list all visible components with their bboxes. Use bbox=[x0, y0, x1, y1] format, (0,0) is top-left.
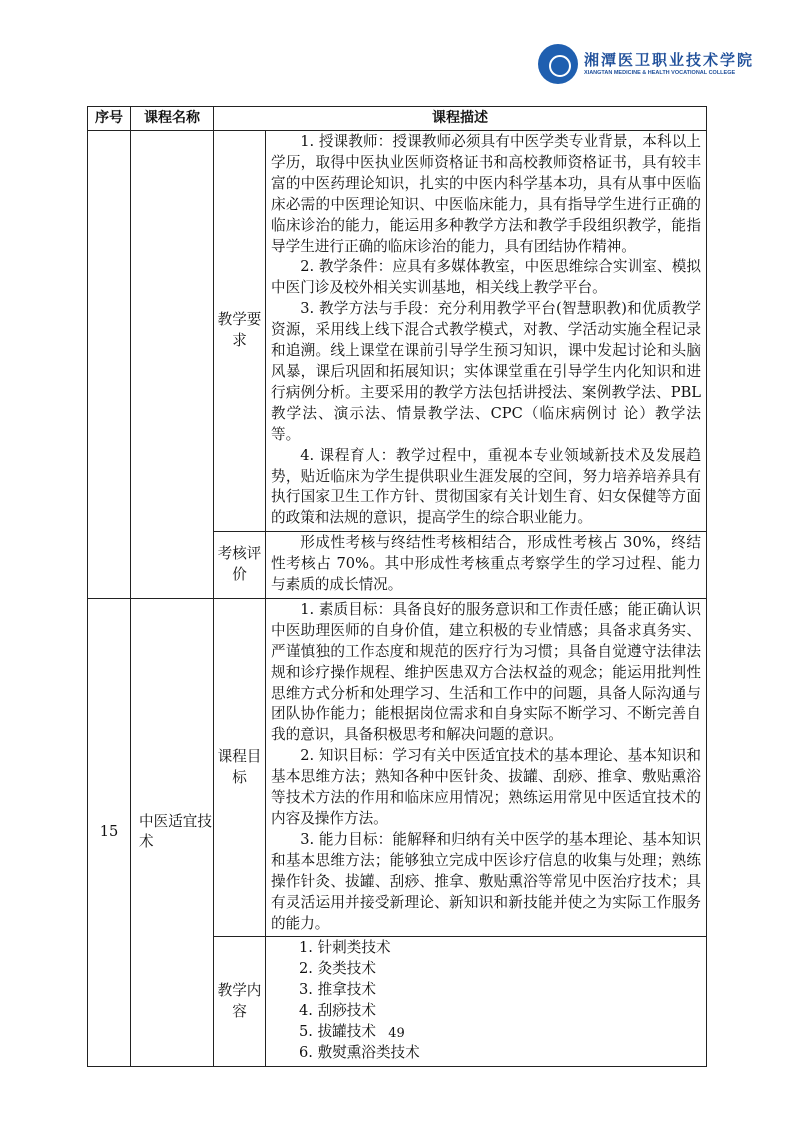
table-row bbox=[88, 598, 707, 937]
section-label: 课程目标 bbox=[214, 598, 266, 937]
list-item: 4. 刮痧技术 bbox=[299, 1002, 376, 1020]
row-course-name: 中医适宜技术 bbox=[131, 598, 214, 1066]
header-course-description: 课程描述 bbox=[214, 107, 707, 131]
section-label: 教学要求 bbox=[214, 131, 266, 532]
paragraph: 1. 授课教师：授课教师必须具有中医学类专业背景，本科以上学历，取得中医执业医师资格证书和高校教师资格证书，具有较丰富的中医药理论知识，扎实的中医内科学基本功，具有从事中医临床必需的中医理论知识、中医临床能力，具有指导学生进行正确的临床诊治的能力，能运用多种教学方法和教学手段组织教学，能指导学生进行正确的临床诊治的能力，具有团结协作精神。 bbox=[271, 133, 701, 255]
paragraph: 1. 素质目标：具备良好的服务意识和工作责任感；能正确认识中医助理医师的自身价值，建立积极的专业情感；具备求真务实、严谨慎独的工作态度和规范的医疗行为习惯；具备自觉遵守法律法规和诊疗操作规程、维护医患双方合法权益的观念；能运用批判性思维方式分析和处理学习、生活和工作中的问题，具备人际沟通与团队协作能力；能根据岗位需求和自身实际不断学习、不断完善自我的意识，具备积极思考和解决问题的意识。 bbox=[271, 600, 701, 744]
paragraph: 2. 知识目标：学习有关中医适宜技术的基本理论、基本知识和基本思维方法；熟知各种中医针灸、拔罐、刮痧、推拿、敷贴熏浴等技术方法的作用和临床应用情况；熟练运用常见中医适宜技术的内容及操作方法。 bbox=[271, 747, 701, 827]
section-label: 考核评价 bbox=[214, 532, 266, 599]
course-table bbox=[87, 106, 707, 1067]
table-row bbox=[88, 131, 707, 532]
paragraph: 2. 教学条件：应具有多媒体教室，中医思维综合实训室、模拟中医门诊及校外相关实训基地，相关线上教学平台。 bbox=[271, 258, 701, 297]
list-item: 2. 灸类技术 bbox=[299, 960, 376, 978]
section-label: 教学内容 bbox=[214, 937, 266, 1066]
paragraph: 3. 教学方法与手段：充分利用教学平台(智慧职教)和优质教学资源，采用线上线下混合式教学模式，对教、学活动实施全程记录和追溯。线上课堂在课前引导学生预习知识，课中发起讨论和头脑风暴，课后巩固和拓展知识；实体课堂重在引导学生内化知识和进行病例分析。主要采用的教学方法包括讲授法、案例教学法、PBL 教学法、演示法、情景教学法、CPC（临床病例讨 论）教学法等。 bbox=[271, 300, 701, 443]
section-content bbox=[266, 131, 707, 532]
section-content bbox=[266, 937, 707, 1066]
row-course-name bbox=[131, 131, 214, 599]
header-number: 序号 bbox=[88, 107, 131, 131]
row-number bbox=[88, 131, 131, 599]
list-item: 6. 敷熨熏浴类技术 bbox=[299, 1043, 420, 1061]
section-content bbox=[266, 532, 707, 599]
list-item: 1. 针刺类技术 bbox=[299, 939, 391, 957]
section-content bbox=[266, 598, 707, 937]
paragraph: 形成性考核与终结性考核相结合，形成性考核占 30%，终结性考核占 70%。其中形成性考核重点考察学生的学习过程、能力与素质的成长情况。 bbox=[271, 534, 701, 594]
list-item: 5. 拔罐技术 bbox=[299, 1023, 376, 1041]
logo-chinese-name: 湘潭医卫职业技术学院 bbox=[584, 51, 755, 69]
logo-english-name: XIANGTAN MEDICINE & HEALTH VOCATIONAL COLLEGE bbox=[584, 70, 736, 76]
page-number: 49 bbox=[388, 1026, 405, 1041]
table-header-row bbox=[88, 107, 707, 131]
row-number: 15 bbox=[88, 598, 131, 1066]
college-emblem-icon bbox=[538, 44, 578, 84]
header-course-name: 课程名称 bbox=[131, 107, 214, 131]
list-item: 3. 推拿技术 bbox=[299, 981, 376, 999]
paragraph: 3. 能力目标：能解释和归纳有关中医学的基本理论、基本知识和基本思维方法；能够独立完成中医诊疗信息的收集与处理；熟练操作针灸、拔罐、刮痧、推拿、敷贴熏浴等常见中医治疗技术；具有灵活运用并接受新理论、新知识和新技能并使之为实际工作服务的能力。 bbox=[271, 830, 701, 932]
paragraph: 4. 课程育人：教学过程中，重视本专业领域新技术及发展趋势，贴近临床为学生提供职业生涯发展的空间，努力培养培养具有执行国家卫生工作方针、贯彻国家有关计划生育、妇女保健等方面的政策和法规的意识，提高学生的综合职业能力。 bbox=[271, 446, 701, 527]
college-logo bbox=[538, 44, 754, 84]
